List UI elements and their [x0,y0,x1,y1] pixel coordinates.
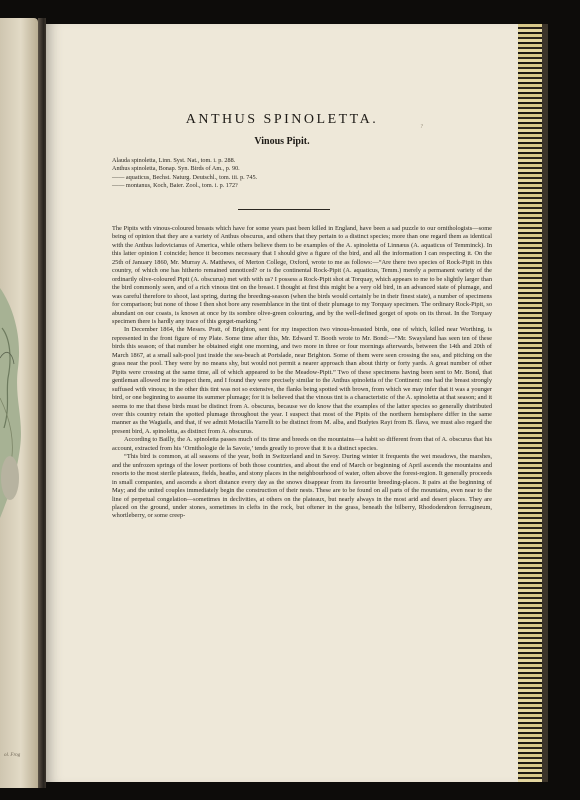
synonymy-list [112,157,257,191]
paragraph: In December 1864, the Messrs. Pratt, of Brighton, sent for my inspection two vinous-breasted birds, one of which, killed near Worthing, is represented in the front figure of my Plate. Some time after this, Mr. Edward T. Booth wrote to Mr. Bond:—“Mr. Swaysland has seen ten of these birds this season; of that number he obtained eight one morning, and two more in three or four mornings afterwards, between the 14th and 20th of March 1867, at a small salt-pool just inside the sea-beach at Portslade, near Brighton. Some of them were seen crossing the sea, and pitching on the grass near the pool. They were by no means shy, but would not permit a nearer approach than about thirty or forty yards. A great number of other Pipits were crossing at the same time, all of which appeared to be the Meadow-Pipit.” Two of these specimens having been sent to Mr. Bond, that gentleman allowed me to inspect them, and I found they were precisely similar to the Anthus spinoletta of the Continent: one had the breast strongly suffused with vinous; in the other this tint was not so extensive, the flanks being spotted with brown, from which we may infer that it was a younger bird, or one beginning to assume its summer plumage; for it is believed that the vinous tint is a characteristic of the A. spinoletta at that season; and it seems to me that these birds must be distinct from A. obscurus, because we do know that the examples of the latter species so generally distributed over this country retain the spotted plumage throughout the year. I suspect that most of the Pipits of the northern hemisphere differ in the same manner as the Wagtails, and that, if we admit Motacilla Yarrelli to be distinct from M. alba, and Budytes Rayi from B. flava, we must also regard the present bird, A. spinoletta, as distinct from A. obscurus. [112,326,492,435]
synonym-line: —— aquaticus, Bechst. Naturg. Deutschl., tom. iii. p. 745. [112,173,258,181]
paragraph: The Pipits with vinous-coloured breasts which have for some years past been killed in England, have been a sad puzzle to our ornithologists—some being of opinion that they are a variety of Anthus obscurus, and others that they pertain to a distinct species; more than one regard them as identical with the Anthus ludovicianus of America, while others believe them to be examples of the A. spinoletta of Linnæus (A. aquaticus of Temminck). In this latter opinion I coincide; hence it becomes necessary that I should give a figure of the bird, and all the information I can respecting it. On the 25th of January 1860, Mr. Murray A. Matthews, of Merton College, Oxford, wrote to me as follows:—“Are there two species of Rock-Pipit in this country, of which one has hitherto remained unnoticed? or is the continental Rock-Pipit (A. aquaticus, Temm.) merely a permanent variety of the ordinarily olive-coloured Pipit (A. obscurus) met with with us? I possess a Rock-Pipit shot at Torquay, which appears to me to be slightly larger than the bird commonly seen, and of a rich vinous tint on the breast. I thought at first this might be a very old bird, in an advanced state of plumage, and was careful therefore to shoot, last spring, during the breeding-season (when the birds would certainly be in their finest state), a number of specimens for comparison; but none of those I then shot bore any resemblance in the tint of their plumage to my Torquay specimen. The ordinary Rock-Pipit, so abundant on our coasts, is known at once by its sombre olive-green colouring, and by the well-defined gorget of spots on its throat. In the Torquay specimen there is hardly any trace of this gorget-marking.” [112,225,492,325]
paragraph: According to Bailly, the A. spinoletta passes much of its time and breeds on the mountains—a habit so different from that of A. obscurus that his account, extracted from his ‘Ornithologie de la Savoie,’ tends greatly to prove that it is a distinct species. [112,436,492,452]
plate-caption: ol. Frog [4,753,21,758]
synonym-line: Anthus spinoletta, Bonap. Syn. Birds of Am., p. 90. [112,165,240,173]
facing-plate-page [0,18,38,788]
book-gutter [38,18,46,788]
synonym-line: —— montanus, Koch, Baier. Zool., tom. i. p. 172? [112,182,238,190]
bird-plate-illustration [0,268,38,528]
article-body [112,225,492,521]
paragraph: “This bird is common, at all seasons of the year, both in Switzerland and in Savoy. During winter it frequents the wet meadows, the marshes, and the unfrozen springs of the lower portions of both those countries, and about the end of March or beginning of April ascends the mountains and resorts to the most sterile plateaux, fields, heaths, and stony places in the neighbourhood of water, often above the forest-region. It generally proceeds in small companies, and ascends a short distance every day as the snows disappear from its favourite breeding-places. It pairs at the beginning of May; and the united couples immediately begin the construction of their nests. These are to be found on all parts of the mountains, even near to the line of perpetual congelation—sometimes in declivities, at others on the plateaux, but nearly always in the most arid and desert places. They are placed on the ground, under stones, sometimes in clefts in the rock, but oftener in the grass, beneath the bilberry, Rhododendron ferrugineum, whortleberry, or some creep- [112,453,492,520]
book-cover-edge [542,24,548,782]
synonym-line: Alauda spinoletta, Linn. Syst. Nat., tom. i. p. 288. [112,157,236,164]
pencil-mark: ? [420,124,423,130]
page-edges [518,24,542,782]
section-divider [238,209,330,210]
page-title: ANTHUS SPINOLETTA. [185,112,379,127]
page-subtitle: Vinous Pipit. [254,136,310,147]
